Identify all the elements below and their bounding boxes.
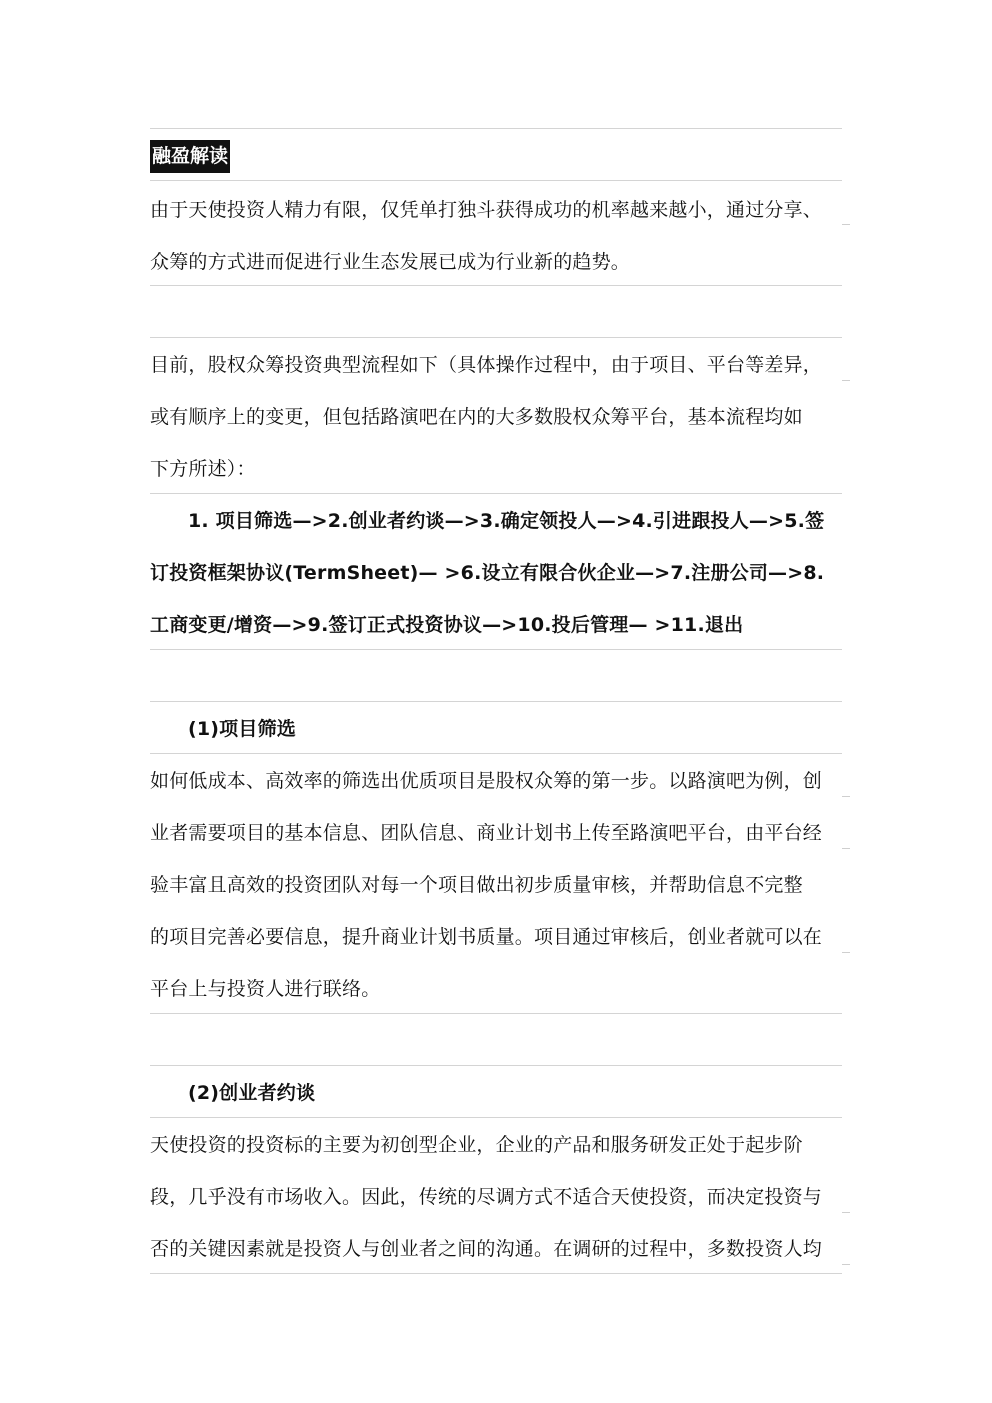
paragraph-line: 否的关键因素就是投资人与创业者之间的沟通。在调研的过程中，多数投资人均 <box>150 1238 823 1260</box>
divider <box>150 180 842 181</box>
process-flow-line: 订投资框架协议(TermSheet)— >6.设立有限合伙企业—>7.注册公司—>8. <box>150 562 825 584</box>
divider <box>150 753 842 754</box>
divider <box>150 1273 842 1274</box>
divider <box>150 1065 842 1066</box>
paragraph-line: 的项目完善必要信息，提升商业计划书质量。项目通过审核后，创业者就可以在 <box>150 926 823 948</box>
divider <box>150 649 842 650</box>
paragraph-line: 由于天使投资人精力有限，仅凭单打独斗获得成功的机率越来越小，通过分享、 <box>150 199 823 221</box>
margin-mark <box>842 796 850 797</box>
paragraph-line: 目前，股权众筹投资典型流程如下（具体操作过程中，由于项目、平台等差异， <box>150 354 823 376</box>
paragraph-line: 下方所述）： <box>150 458 256 480</box>
subsection-title: (2)创业者约谈 <box>188 1082 316 1104</box>
margin-mark <box>842 848 850 849</box>
divider <box>150 337 842 338</box>
paragraph-line: 平台上与投资人进行联络。 <box>150 978 381 1000</box>
paragraph-line: 如何低成本、高效率的筛选出优质项目是股权众筹的第一步。以路演吧为例，创 <box>150 770 823 792</box>
margin-mark <box>842 1264 850 1265</box>
divider <box>150 1117 842 1118</box>
margin-mark <box>842 952 850 953</box>
margin-mark <box>842 380 850 381</box>
paragraph-line: 或有顺序上的变更，但包括路演吧在内的大多数股权众筹平台，基本流程均如 <box>150 406 803 428</box>
paragraph-line: 业者需要项目的基本信息、团队信息、商业计划书上传至路演吧平台，由平台经 <box>150 822 823 844</box>
divider <box>150 701 842 702</box>
margin-mark <box>842 1212 850 1213</box>
divider <box>150 1013 842 1014</box>
divider <box>150 285 842 286</box>
process-flow-line: 1. 项目筛选—>2.创业者约谈—>3.确定领投人—>4.引进跟投人—>5.签 <box>188 510 825 532</box>
paragraph-line: 天使投资的投资标的主要为初创型企业，企业的产品和服务研发正处于起步阶 <box>150 1134 803 1156</box>
paragraph-line: 段，几乎没有市场收入。因此，传统的尽调方式不适合天使投资，而决定投资与 <box>150 1186 823 1208</box>
divider <box>150 493 842 494</box>
divider <box>150 128 842 129</box>
process-flow-line: 工商变更/增资—>9.签订正式投资协议—>10.投后管理— >11.退出 <box>150 614 744 636</box>
section-heading: 融盈解读 <box>150 140 230 173</box>
subsection-title: (1)项目筛选 <box>188 718 296 740</box>
margin-mark <box>842 224 850 225</box>
paragraph-line: 验丰富且高效的投资团队对每一个项目做出初步质量审核，并帮助信息不完整 <box>150 874 803 896</box>
paragraph-line: 众筹的方式进而促进行业生态发展已成为行业新的趋势。 <box>150 251 631 273</box>
